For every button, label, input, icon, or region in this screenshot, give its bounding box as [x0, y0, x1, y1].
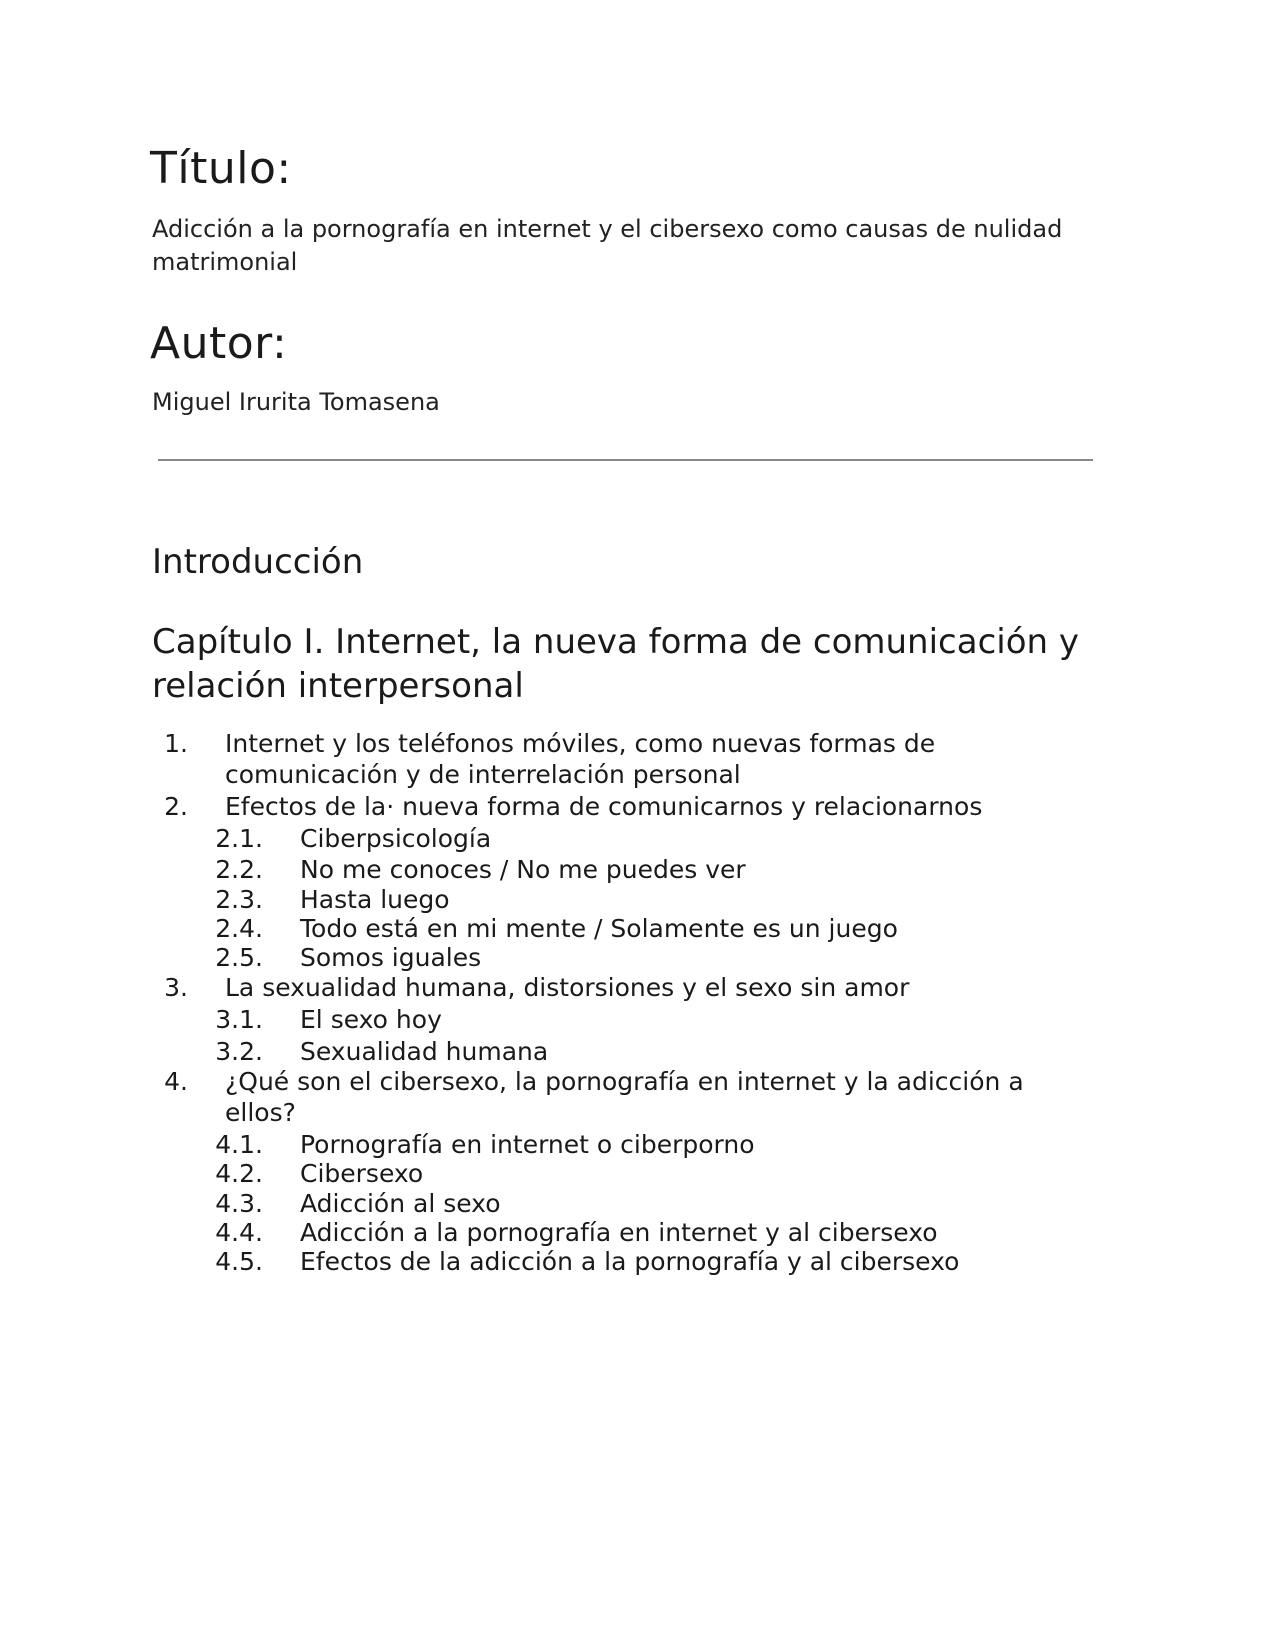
toc-item-number: 3.1. [215, 1005, 263, 1034]
toc-item-number: 3. [164, 973, 188, 1002]
toc-item-text: La sexualidad humana, distorsiones y el sexo sin amor [225, 973, 910, 1002]
toc-item-text: Hasta luego [300, 885, 450, 914]
title-text: Adicción a la pornografía en internet y el cibersexo como causas de nulidad matrimonial [152, 215, 1063, 276]
author-label: Autor: [150, 318, 288, 369]
toc-item-number: 3.2. [215, 1037, 263, 1066]
toc-item-text: Efectos de la adicción a la pornografía y al cibersexo [300, 1247, 960, 1276]
author-text: Miguel Irurita Tomasena [152, 388, 440, 416]
toc-item-text: Pornografía en internet o ciberporno [300, 1130, 755, 1159]
title-label: Título: [150, 143, 292, 194]
toc-item-text: Adicción a la pornografía en internet y al cibersexo [300, 1218, 938, 1247]
chapter-heading: Capítulo I. Internet, la nueva forma de comunicación y relación interpersonal [152, 622, 1079, 706]
toc-item-number: 2.4. [215, 914, 263, 943]
toc-item-text: No me conoces / No me puedes ver [300, 855, 746, 884]
toc-item-number: 2.2. [215, 855, 263, 884]
toc-item-text: Sexualidad humana [300, 1037, 549, 1066]
toc-item-number: 2.3. [215, 885, 263, 914]
toc-item-text: Efectos de la· nueva forma de comunicarnos y relacionarnos [225, 792, 983, 821]
toc-item-text: Somos iguales [300, 943, 482, 972]
toc-item-number: 2.1. [215, 824, 263, 853]
toc-item-number: 4.1. [215, 1130, 263, 1159]
toc-item-text: El sexo hoy [300, 1005, 442, 1034]
toc-item-number: 2.5. [215, 943, 263, 972]
toc-item-text: Adicción al sexo [300, 1189, 501, 1218]
toc-item-number: 4.3. [215, 1189, 263, 1218]
toc-item-text: ¿Qué son el cibersexo, la pornografía en internet y la adicción a ellos? [225, 1067, 1024, 1127]
toc-item-number: 2. [164, 792, 188, 821]
toc-item-number: 4.5. [215, 1247, 263, 1276]
toc-item-number: 4. [164, 1067, 188, 1096]
toc-item-number: 1. [164, 729, 188, 758]
toc-item-number: 4.2. [215, 1159, 263, 1188]
intro-heading: Introducción [152, 542, 364, 582]
toc-item-text: Internet y los teléfonos móviles, como nuevas formas de comunicación y de interrelación personal [225, 729, 936, 789]
toc-item-text: Ciberpsicología [300, 824, 492, 853]
toc-item-number: 4.4. [215, 1218, 263, 1247]
toc-item-text: Cibersexo [300, 1159, 424, 1188]
toc-item-text: Todo está en mi mente / Solamente es un juego [300, 914, 898, 943]
